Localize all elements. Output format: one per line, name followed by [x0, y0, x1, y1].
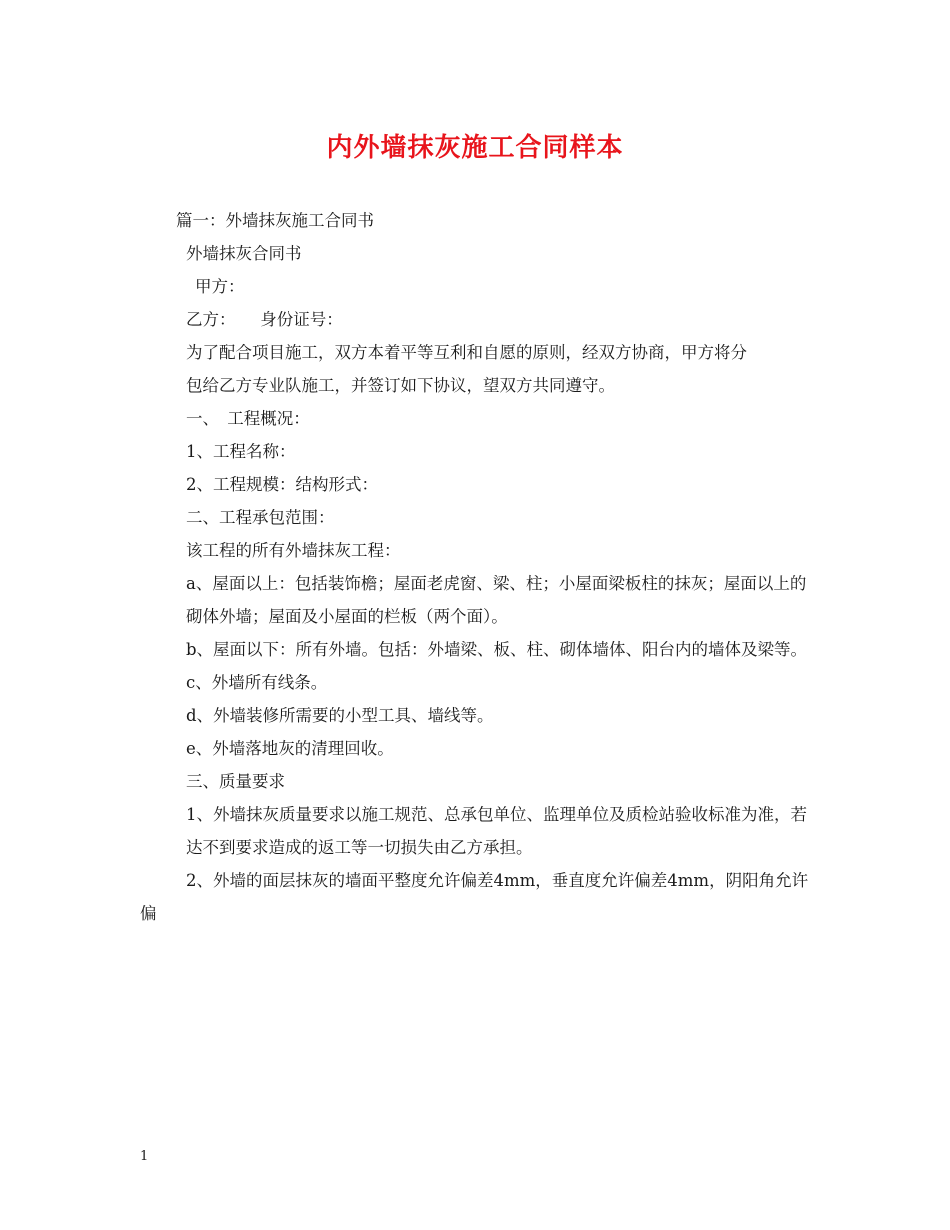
paragraph: b、屋面以下：所有外墙。包括：外墙梁、板、柱、砌体墙体、阳台内的墙体及梁等。	[186, 640, 808, 659]
paragraph: 篇一：外墙抹灰施工合同书	[176, 211, 374, 230]
paragraph: 一、 工程概况：	[186, 409, 310, 428]
paragraph: d、外墙装修所需要的小型工具、墙线等。	[186, 706, 494, 725]
document-body	[140, 204, 820, 930]
paragraph: c、外墙所有线条。	[186, 673, 328, 692]
paragraph: 2、工程规模：结构形式：	[186, 475, 378, 494]
paragraph: e、外墙落地灰的清理回收。	[186, 739, 394, 758]
paragraph: 该工程的所有外墙抹灰工程：	[186, 541, 401, 560]
paragraph: 为了配合项目施工，双方本着平等互利和自愿的原则，经双方协商，甲方将分	[186, 343, 747, 362]
paragraph: 砌体外墙；屋面及小屋面的栏板（两个面）。	[186, 607, 508, 626]
paragraph: 外墙抹灰合同书	[186, 244, 302, 263]
paragraph: 2、外墙的面层抹灰的墙面平整度允许偏差4mm，垂直度允许偏差4mm，阴阳角允许偏	[140, 871, 809, 923]
paragraph: a、屋面以上：包括装饰檐；屋面老虎窗、梁、柱；小屋面梁板柱的抹灰；屋面以上的	[186, 574, 807, 593]
document-title: 内外墙抹灰施工合同样本	[326, 133, 624, 163]
paragraph: 1、外墙抹灰质量要求以施工规范、总承包单位、监理单位及质检站验收标准为准，若	[186, 805, 807, 824]
paragraph: 包给乙方专业队施工，并签订如下协议，望双方共同遵守。	[186, 376, 615, 395]
page-number: 1	[140, 1149, 149, 1164]
paragraph: 甲方：	[195, 277, 245, 296]
paragraph: 乙方： 身份证号：	[186, 310, 343, 329]
paragraph: 1、工程名称：	[186, 442, 296, 461]
paragraph: 达不到要求造成的返工等一切损失由乙方承担。	[186, 838, 533, 857]
paragraph: 三、质量要求	[186, 772, 285, 791]
paragraph: 二、工程承包范围：	[186, 508, 335, 527]
